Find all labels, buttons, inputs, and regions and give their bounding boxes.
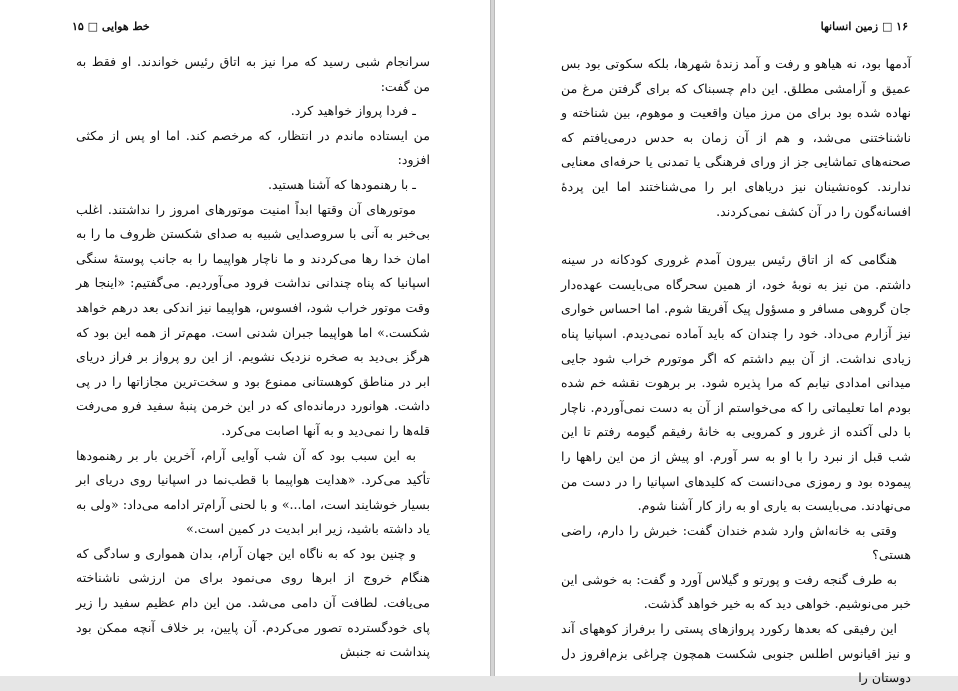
- paragraph: موتورهای آن وقتها ابداً امنیت موتورهای امروز را نداشتند. اغلب بی‌خبر به آنی با سروصدایی شبیه به صدای شکستن ظروف ما را به امان خدا رها می‌کردند و ما ناچار هواپیما را به جانب پوستهٔ سنگی اسپانیا که پناه چندانی نداشت فرود می‌آوردیم. می‌گفتیم: «اینجا هر وقت موتور خراب شود، افسوس، هواپیما نیز اندکی بعد درهم خواهد شکست.» اما هواپیما جبران شدنی است. مهم‌تر از همه این بود که هرگز بی‌دید به صخره نزدیک نشویم. از این رو پرواز بر فراز دریای ابر در مناطق کوهستانی ممنوع بود و سخت‌ترین مجازاتها را در پی داشت. هوانورد درمانده‌ای که در این خرمن پنبهٔ سفید فرو می‌رفت قله‌ها را نمی‌دید و به آنها اصابت می‌کرد.: [76, 201, 430, 438]
- right-page: [495, 0, 958, 686]
- paragraph: به این سبب بود که آن شب آوایی آرام، آخرین بار بر رهنمودها تأکید می‌کرد. «هدایت هواپیما با قطب‌نما در اسپانیا روی دریای ابر بسیار خوشایند است، اما...» و با لحنی آرام‌تر ادامه می‌داد: «ولی به یاد داشته باشید، زیر ابر ابدیت در کمین است.»: [76, 447, 430, 537]
- left-running-header: خط هوایی □ ۱۵: [72, 20, 150, 33]
- paragraph: هنگامی که از اتاق رئیس بیرون آمدم غروری کودکانه در سینه داشتم. من نیز به نوبهٔ خود، از همین سحرگاه می‌بایست عهده‌دار جان گروهی مسافر و مسؤول پیک آفریقا شوم. اما احساس خواری نیز آزارم می‌داد. خود را چندان که باید آماده نمی‌دیدم. اسپانیا پناه زیادی نداشت. از آن بیم داشتم که اگر موتورم خراب شود جایی میدانی امدادی نیابم که مرا پذیره شود. بر برهوت نقشه خم شده بودم اما تعلیماتی را که می‌خواستم از آن به دست نمی‌آوردم. ناچار با دلی آکنده از غرور و کمرویی به خانهٔ رفیقم گیومه رفتم تا این شب قبل از نبرد را با او به سر آورم. او پیش از من این راهها را پیموده بود و رموزی می‌دانست که کلیدهای اسپانیا را در دست من می‌نهادند. می‌بایست به یاری او به راز کار آشنا شوم.: [561, 252, 911, 514]
- paragraph: ـ با رهنمودها که آشنا هستید.: [268, 176, 416, 192]
- left-page-body: [76, 50, 430, 665]
- paragraph: به طرف گنجه رفت و پورتو و گیلاس آورد و گفت: به خوشی این خبر می‌نوشیم. خواهی دید که به خیر خواهد گذشت.: [561, 571, 911, 612]
- right-page-body: [561, 52, 911, 691]
- right-running-header: ۱۶ □ زمین انسانها: [820, 20, 908, 33]
- paragraph: من ایستاده ماندم در انتظار، که مرخصم کند. اما او پس از مکثی افزود:: [76, 127, 430, 168]
- paragraph: سرانجام شبی رسید که مرا نیز به اتاق رئیس خواندند. او فقط به من گفت:: [76, 54, 430, 94]
- paragraph: این رفیقی که بعدها رکورد پروازهای پستی را برفراز کوههای آند و نیز اقیانوس اطلس جنوبی شکست همچون چراغی بزم‌افروز دل دوستان را: [561, 621, 911, 686]
- paragraph: و چنین بود که به ناگاه این جهان آرام، بدان همواری و سادگی که هنگام خروج از ابرها روی می‌نمود برای من ارزشی ناشناخته می‌یافت. لطافت آن دامی می‌شد. من این دام عظیم سفید را زیر پای خودگسترده تصور می‌کردم. آن پایین، بر خلاف آنچه ممکن بود پنداشت نه جنبش: [76, 545, 430, 660]
- paragraph: ـ فردا پرواز خواهید کرد.: [290, 103, 416, 119]
- paragraph: وقتی به خانه‌اش وارد شدم خندان گفت: خبرش را دارم، راضی هستی؟: [561, 522, 911, 563]
- paragraph: آدمها بود، نه هیاهو و رفت و آمد زندهٔ شهرها، بلکه سکوتی بود بس عمیق و آرامشی مطلق. این دام چسبناک که برای گرفتن مرغ من نهاده شده بود برای من مرز میان واقعیت و موهوم، بین شناخته و ناشناختنی می‌شد، و هم از آن زمان به حدس درمی‌یافتم که صحنه‌های تماشایی جز از ورای فرهنگی یا تمدنی یا حرفه‌ای معنایی ندارند. کوه‌نشینان نیز دریاهای ابر را می‌شناختند اما این پردهٔ افسانه‌گون را در آن کشف نمی‌کردند.: [561, 56, 911, 219]
